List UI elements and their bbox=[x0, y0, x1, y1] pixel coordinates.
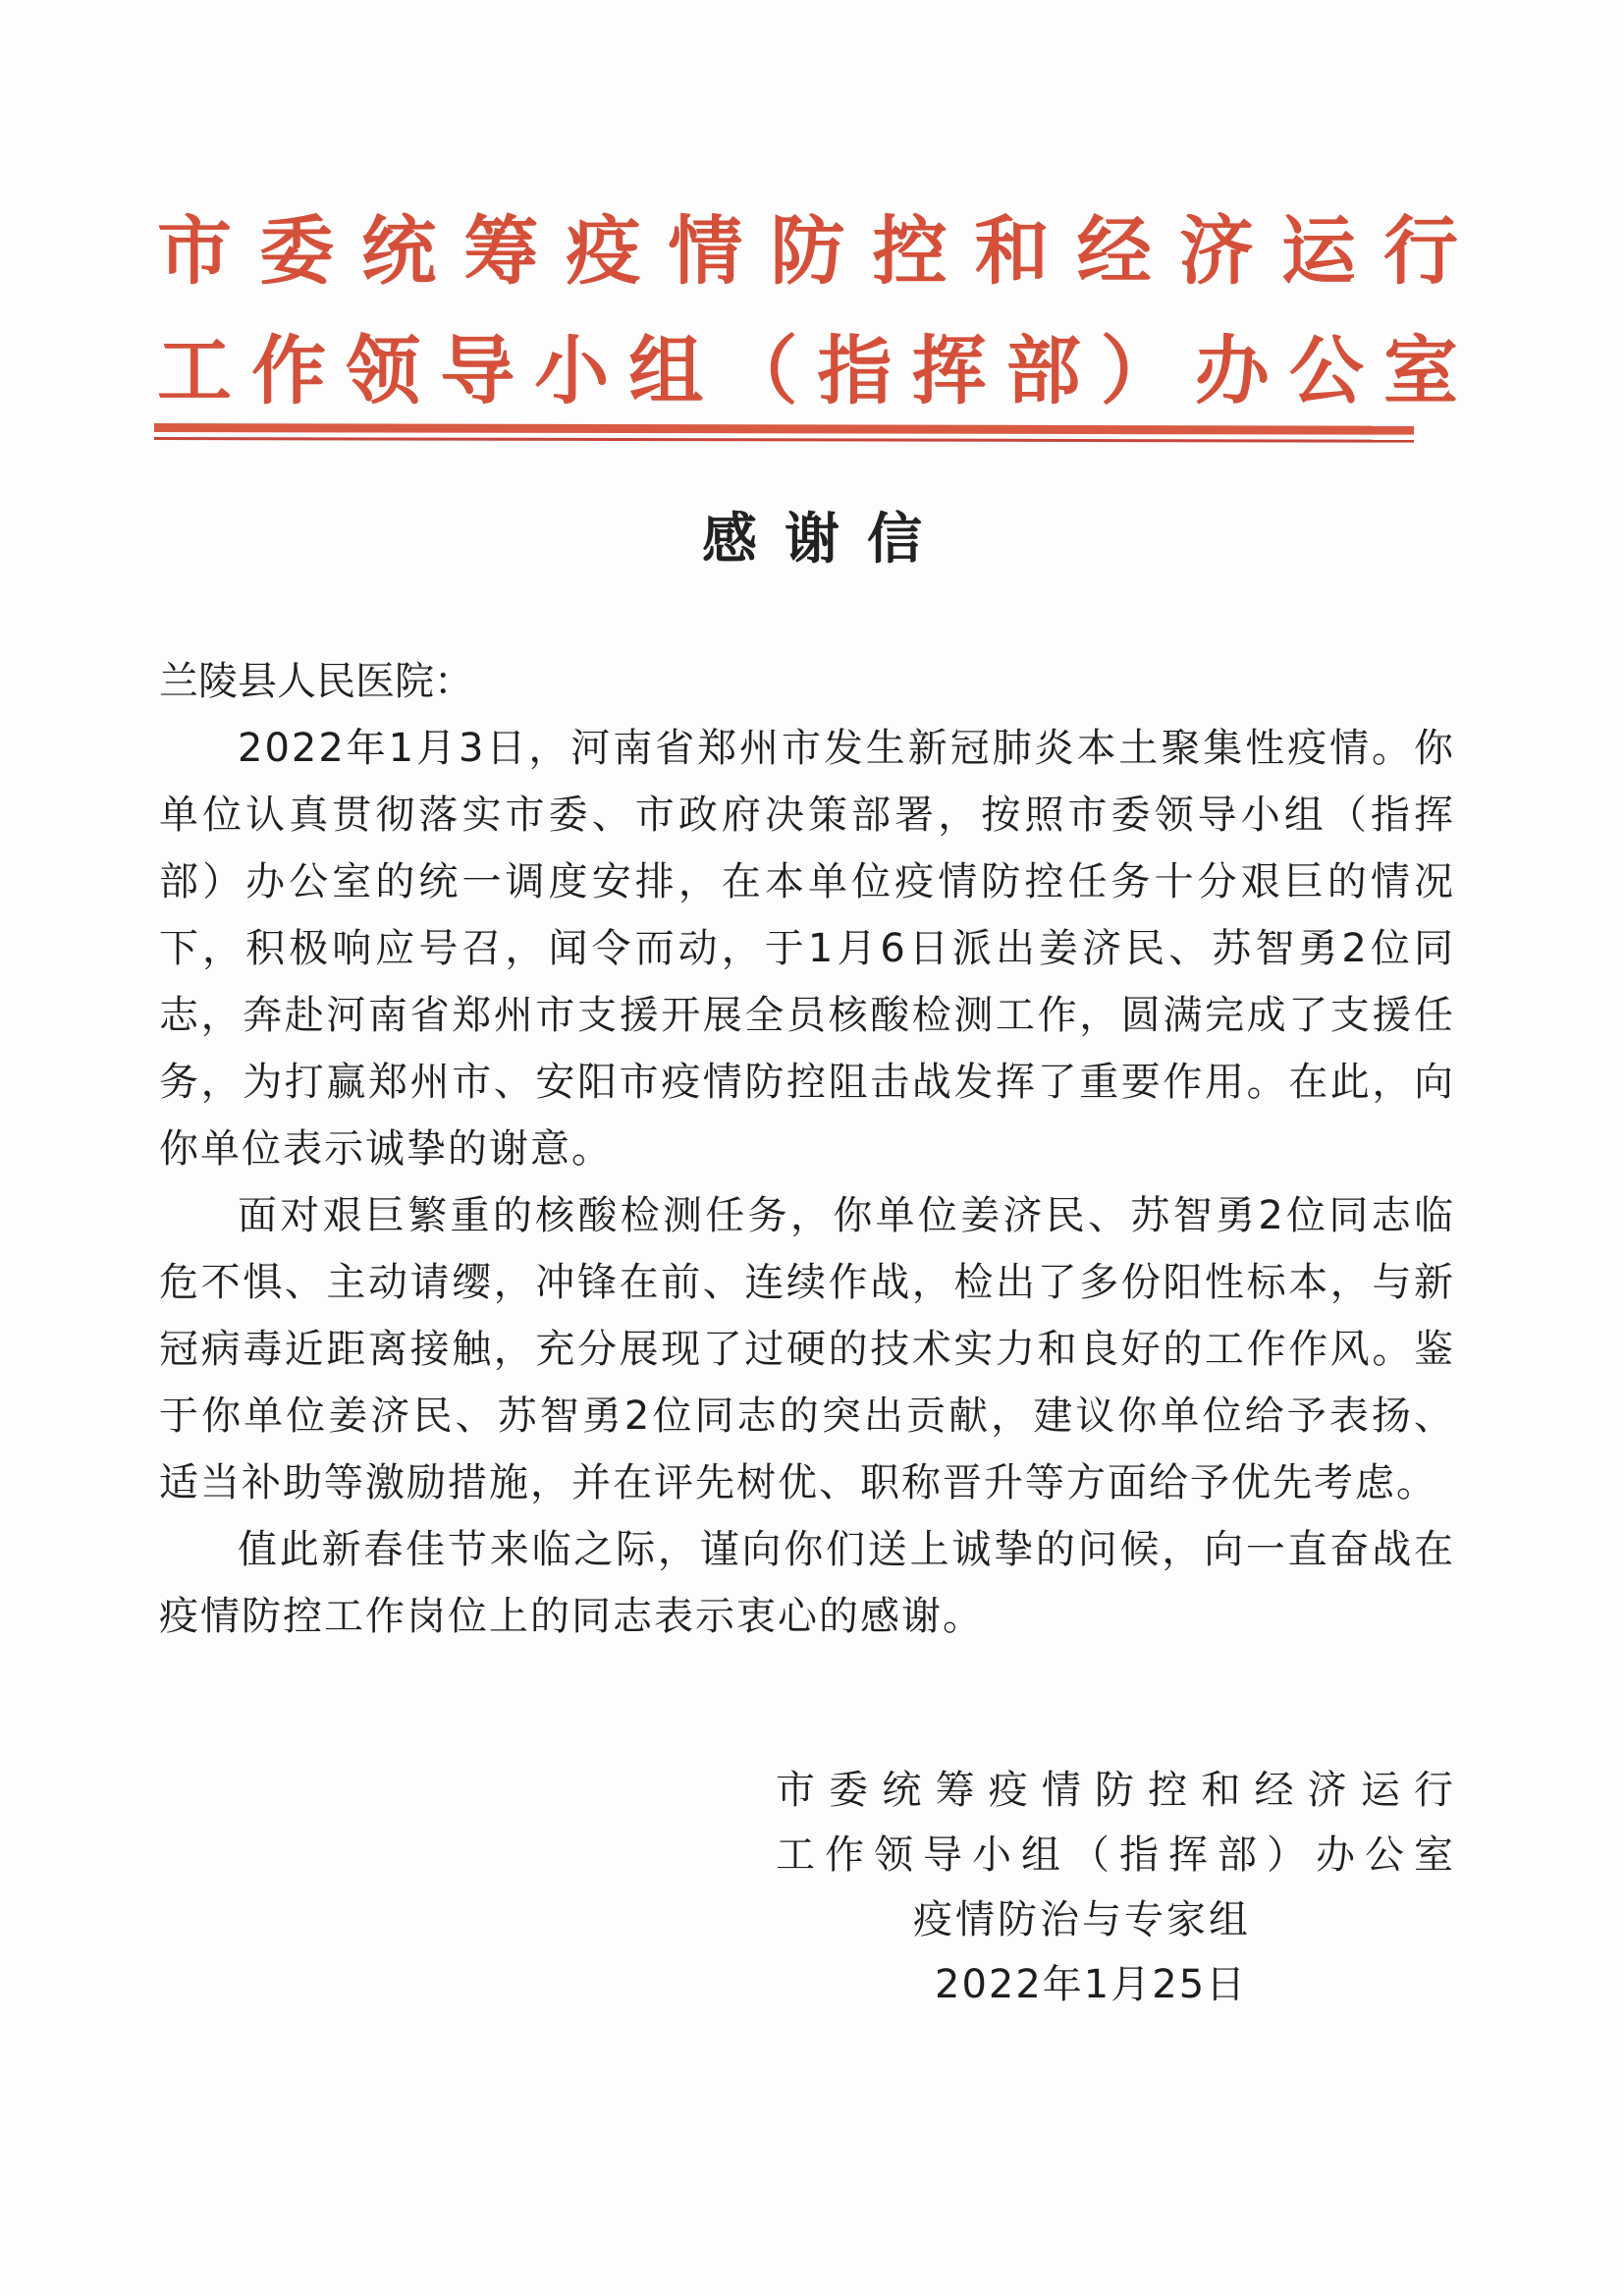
red-header-rule-thin bbox=[154, 437, 1414, 443]
letter-body bbox=[159, 648, 1455, 1650]
signature-date: 2022年1月25日 bbox=[935, 1962, 1248, 2007]
signature-group-name: 疫情防治与专家组 bbox=[913, 1897, 1251, 1942]
paragraph-3: 值此新春佳节来临之际，谨向你们送上诚挚的问候，向一直奋战在疫情防控工作岗位上的同志表示衷心的感谢。 bbox=[159, 1527, 1455, 1639]
issuer-masthead-line-1: 市委统筹疫情防控和经济运行 bbox=[157, 207, 1458, 295]
signature-issuer-line-2: 工作领导小组（指挥部）办公室 bbox=[776, 1832, 1453, 1878]
issuer-masthead-line-2: 工作领导小组（指挥部）办公室 bbox=[157, 327, 1458, 414]
signature-block bbox=[776, 1758, 1453, 2017]
red-header-rule-thick bbox=[154, 423, 1414, 435]
document-title: 感谢信 bbox=[702, 508, 949, 572]
paragraph-2: 面对艰巨繁重的核酸检测任务，你单位姜济民、苏智勇2位同志临危不惧、主动请缨，冲锋在前、连续作战，检出了多份阳性标本，与新冠病毒近距离接触，充分展现了过硬的技术实力和良好的工作作风。鉴于你单位姜济民、苏智勇2位同志的突出贡献，建议你单位给予表扬、适当补助等激励措施，并在评先树优、职称晋升等方面给予优先考虑。 bbox=[159, 1193, 1455, 1505]
paragraph-1: 2022年1月3日，河南省郑州市发生新冠肺炎本土聚集性疫情。你单位认真贯彻落实市委、市政府决策部署，按照市委领导小组（指挥部）办公室的统一调度安排，在本单位疫情防控任务十分艰巨的情况下，积极响应号召，闻令而动，于1月6日派出姜济民、苏智勇2位同志，奔赴河南省郑州市支援开展全员核酸检测工作，圆满完成了支援任务，为打赢郑州市、安阳市疫情防控阻击战发挥了重要作用。在此，向你单位表示诚挚的谢意。 bbox=[159, 726, 1455, 1172]
signature-issuer-line-1: 市委统筹疫情防控和经济运行 bbox=[776, 1768, 1453, 1813]
salutation: 兰陵县人民医院： bbox=[159, 659, 473, 704]
